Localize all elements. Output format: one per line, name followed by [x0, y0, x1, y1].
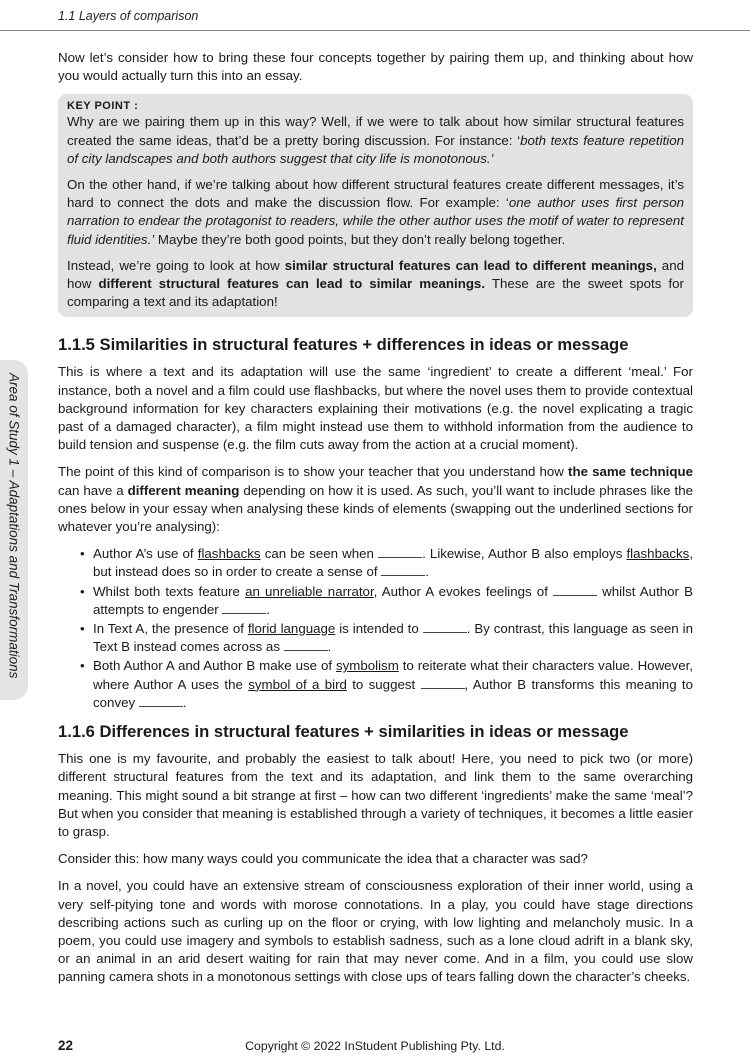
fill-blank: [381, 564, 425, 576]
s115-paragraph-1: This is where a text and its adaptation will use the same ‘ingredient’ to create a different ‘meal.’ For instance, both a novel and a film could use flashbacks, but where the novel uses them to provide contextual background information for key characters explaining their motivations (e.g. the novel explicating a tragic past of a damaged character), a film might instead use them to withhold information from the audience to build tension and suspense (e.g. the film cuts away from the action at a crucial moment).: [58, 364, 693, 453]
s116-paragraph-3: In a novel, you could have an extensive stream of consciousness exploration of their inner world, using a very self-pitying tone and words with morose connotations. In a play, you could have stage directions describing actions such as curling up on the floor or crying, with low lighting and melancholy music. In a poem, you could use imagery and symbols to establish sadness, such as a lone cloud adrift in a blank sky, or an animal in an arid desert waiting for rain that may never come. And in a film, you could use slow panning camera shots in a monotonous settings with close ups of tears falling down the character’s cheeks.: [58, 878, 693, 985]
s116-paragraph-2: Consider this: how many ways could you communicate the idea that a character was sad?: [58, 851, 588, 867]
fill-blank: [421, 677, 465, 689]
key-point-label: KEY POINT :: [67, 100, 139, 113]
page-number: 22: [58, 1038, 74, 1053]
s116-paragraph-1: This one is my favourite, and probably the easiest to talk about! Here, you need to pick two (or more) different structural features from the text and its adaptation, and link them to the same overarching meaning. This might sound a bit strange at first – how can two different ‘ingredients’ make the same ‘meal’? But when you consider that meaning is established through a variety of techniques, it becomes a little easier to grasp.: [58, 751, 693, 839]
key-point-paragraph-2: On the other hand, if we’re talking about how different structural features create different messages, it’s hard to connect the dots and make the discussion flow. For example: ‘one author uses first person narration to endear the protagonist to readers, while the other author uses the motif of water to represent fluid identities.’ Maybe they’re both good points, but they don’t really belong together.: [67, 177, 684, 247]
side-tab-label: Area of Study 1 – Adaptations and Transformations: [6, 373, 22, 679]
fill-blank: [139, 695, 183, 707]
list-item: • Whilst both texts feature an unreliable narrator, Author A evokes feelings of whilst Author B attempts to engender .: [93, 583, 693, 619]
heading-1-1-5: 1.1.5 Similarities in structural features + differences in ideas or message: [58, 335, 629, 355]
example-phrase-list: [58, 545, 693, 712]
heading-1-1-6: 1.1.6 Differences in structural features + similarities in ideas or message: [58, 722, 629, 742]
key-point-paragraph-3: Instead, we’re going to look at how similar structural features can lead to different meanings, and how different structural features can lead to similar meanings. These are the sweet spots for comparing a text and its adaptation!: [67, 257, 684, 310]
list-item: • Both Author A and Author B make use of symbolism to reiterate what their characters value. However, where Author A uses the symbol of a bird to suggest , Author B transforms this meaning to convey .: [93, 657, 693, 712]
fill-blank: [284, 639, 328, 651]
intro-paragraph: Now let’s consider how to bring these four concepts together by pairing them up, and thinking about how you would actually turn this into an essay.: [58, 50, 693, 84]
key-point-box: [58, 94, 693, 317]
header-rule: [0, 30, 750, 31]
fill-blank: [378, 546, 422, 558]
page-footer: [0, 1038, 750, 1056]
list-item: • Author A’s use of flashbacks can be seen when . Likewise, Author B also employs flashbacks, but instead does so in order to create a sense of .: [93, 545, 693, 581]
fill-blank: [222, 602, 266, 614]
running-header: 1.1 Layers of comparison: [58, 9, 199, 23]
fill-blank: [553, 584, 597, 596]
fill-blank: [423, 621, 467, 633]
key-point-paragraph-1: Why are we pairing them up in this way? Well, if we were to talk about how similar structural features created the same ideas, that’d be a pretty boring discussion. For instance: ‘both texts feature repetition of city landscapes and both authors suggest that city life is monotonous.’: [67, 114, 685, 166]
page-body: [58, 49, 693, 996]
copyright-notice: Copyright © 2022 InStudent Publishing Pty. Ltd.: [245, 1039, 505, 1053]
s115-paragraph-2: The point of this kind of comparison is to show your teacher that you understand how the same technique can have a different meaning depending on how it is used. As such, you’ll want to include phrases like the ones below in your essay when analysing these kinds of elements (swapping out the underlined sections for whatever you’re analysing):: [58, 464, 693, 535]
list-item: • In Text A, the presence of florid language is intended to . By contrast, this language as seen in Text B instead comes across as .: [93, 620, 693, 656]
